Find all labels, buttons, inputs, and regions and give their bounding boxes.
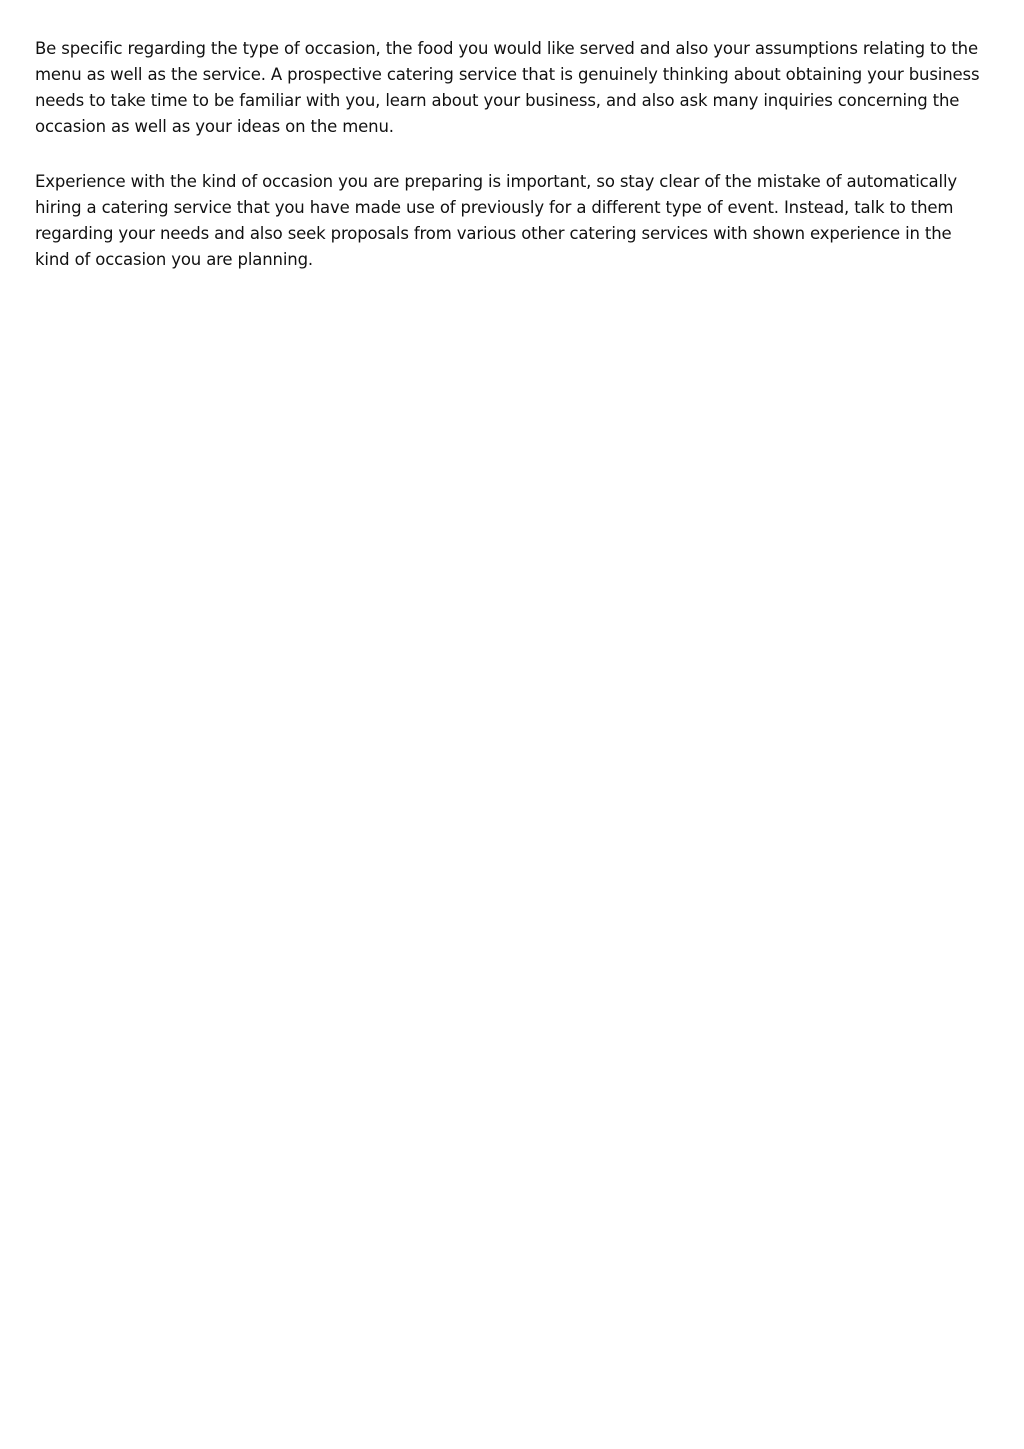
- paragraph-catering-experience: Experience with the kind of occasion you are preparing is important, so stay clear of the mistake of automatically hiring a catering service that you have made use of previously for a different type of event. Instead, talk to them regarding your needs and also seek proposals from various other catering services with shown experience in the kind of occasion you are planning.: [35, 172, 957, 269]
- document-body: [35, 36, 985, 302]
- paragraph-catering-expectations: Be specific regarding the type of occasion, the food you would like served and also your assumptions relating to the menu as well as the service. A prospective catering service that is genuinely thinking about obtaining your business needs to take time to be familiar with you, learn about your business, and also ask many inquiries concerning the occasion as well as your ideas on the menu.: [35, 39, 980, 136]
